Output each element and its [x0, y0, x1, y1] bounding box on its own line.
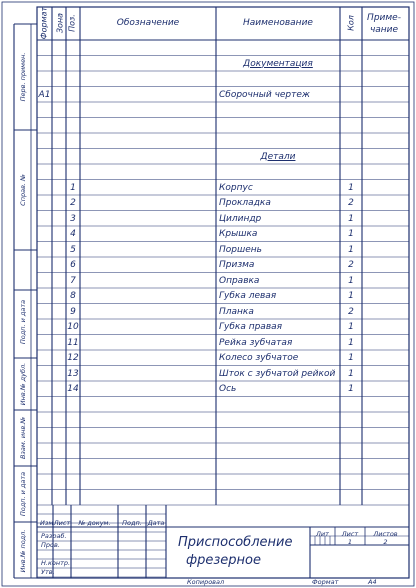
row-name: Призма	[219, 260, 255, 270]
header-qty: Кол	[346, 15, 356, 31]
row-name: Сборочный чертеж	[219, 89, 311, 100]
tb-col-list: Лист	[53, 519, 71, 527]
row-qty: 1	[348, 337, 354, 348]
header-note-line2: чание	[369, 25, 399, 35]
tb-col-podp: Подп.	[122, 519, 142, 527]
row-pos: 10	[67, 322, 79, 332]
header-note-line1: Приме-	[367, 13, 401, 23]
margin-podp-data-2: Подп. и дата	[19, 471, 27, 517]
row-qty: 1	[348, 244, 354, 255]
row-name: Шток с зубчатой рейкой	[219, 368, 336, 379]
header-pos: Поз.	[67, 14, 77, 32]
header-zone: Зона	[55, 12, 65, 34]
row-qty: 1	[348, 275, 354, 286]
tb-sheets-value: 2	[383, 538, 388, 546]
row-name: Колесо зубчатое	[219, 353, 299, 363]
row-qty: 1	[348, 229, 354, 239]
row-name: Планка	[219, 306, 254, 317]
footer-copied: Копировал	[187, 578, 225, 586]
tb-sheet-value: 1	[347, 538, 353, 546]
row-qty: 1	[348, 182, 354, 193]
row-name: Поршень	[219, 244, 262, 255]
row-pos: 4	[70, 229, 76, 239]
row-pos: 7	[70, 275, 76, 286]
row-qty: 1	[348, 291, 354, 301]
row-pos: 2	[70, 198, 76, 208]
margin-vzam-inv: Взам. инв.№	[19, 416, 27, 460]
row-qty: 1	[348, 213, 354, 224]
row-qty: 1	[348, 368, 354, 379]
row-qty: 2	[348, 306, 354, 317]
row-pos: 5	[70, 244, 76, 255]
row-pos: 6	[70, 260, 76, 270]
row-pos: 14	[67, 384, 79, 394]
tb-col-data: Дата	[147, 519, 165, 527]
row-pos: 8	[70, 291, 76, 301]
row-pos: 11	[67, 337, 79, 348]
row-pos: 3	[70, 213, 76, 224]
row-format: А1	[38, 89, 51, 100]
tb-col-doc: № докум.	[78, 519, 111, 527]
row-qty: 1	[348, 384, 354, 394]
row-name: Корпус	[219, 182, 253, 193]
row-name: Крышка	[219, 229, 258, 239]
tb-prov: Пров.	[41, 541, 60, 549]
margin-sprav-no: Справ. №	[19, 174, 27, 206]
row-name: Ось	[219, 384, 237, 394]
row-pos: 9	[70, 306, 76, 317]
margin-perv-primen: Перв. примен.	[19, 52, 27, 102]
row-pos: 13	[67, 368, 79, 379]
tb-col-izm: Изм	[40, 519, 54, 527]
header-designation: Обозначение	[116, 18, 180, 28]
row-pos: 12	[67, 353, 79, 363]
row-qty: 1	[348, 353, 354, 363]
tb-utv: Утв.	[41, 568, 55, 576]
footer-format-label: Формат	[312, 578, 339, 586]
tb-title-line2: фрезерное	[186, 553, 261, 568]
row-name: Документация	[243, 58, 313, 69]
row-name: Оправка	[219, 275, 260, 286]
row-qty: 2	[348, 260, 354, 270]
tb-sheets-label: Листов	[373, 530, 398, 538]
row-name: Губка левая	[219, 291, 277, 301]
header-format: Формат	[39, 6, 49, 40]
row-name: Рейка зубчатая	[219, 337, 293, 348]
tb-sheet-label: Лист	[341, 530, 359, 538]
margin-inv-dubl: Инв.№ дубл.	[19, 362, 27, 406]
footer-format-value: А4	[368, 578, 377, 586]
header-name: Наименование	[243, 18, 313, 28]
row-qty: 2	[348, 198, 354, 208]
row-name: Прокладка	[219, 198, 271, 208]
row-qty: 1	[348, 322, 354, 332]
row-name: Цилиндр	[219, 213, 262, 224]
tb-title-line1: Приспособление	[178, 535, 293, 550]
tb-lit-label: Лит	[316, 530, 329, 538]
tb-n-kontr: Н.контр.	[41, 559, 71, 567]
margin-podp-data-1: Подп. и дата	[19, 299, 27, 345]
tb-razrab: Разраб.	[41, 532, 67, 540]
row-name: Губка правая	[219, 322, 283, 332]
row-pos: 1	[70, 182, 76, 193]
row-name: Детали	[260, 151, 296, 162]
margin-inv-podl: Инв.№ подл.	[19, 529, 27, 573]
